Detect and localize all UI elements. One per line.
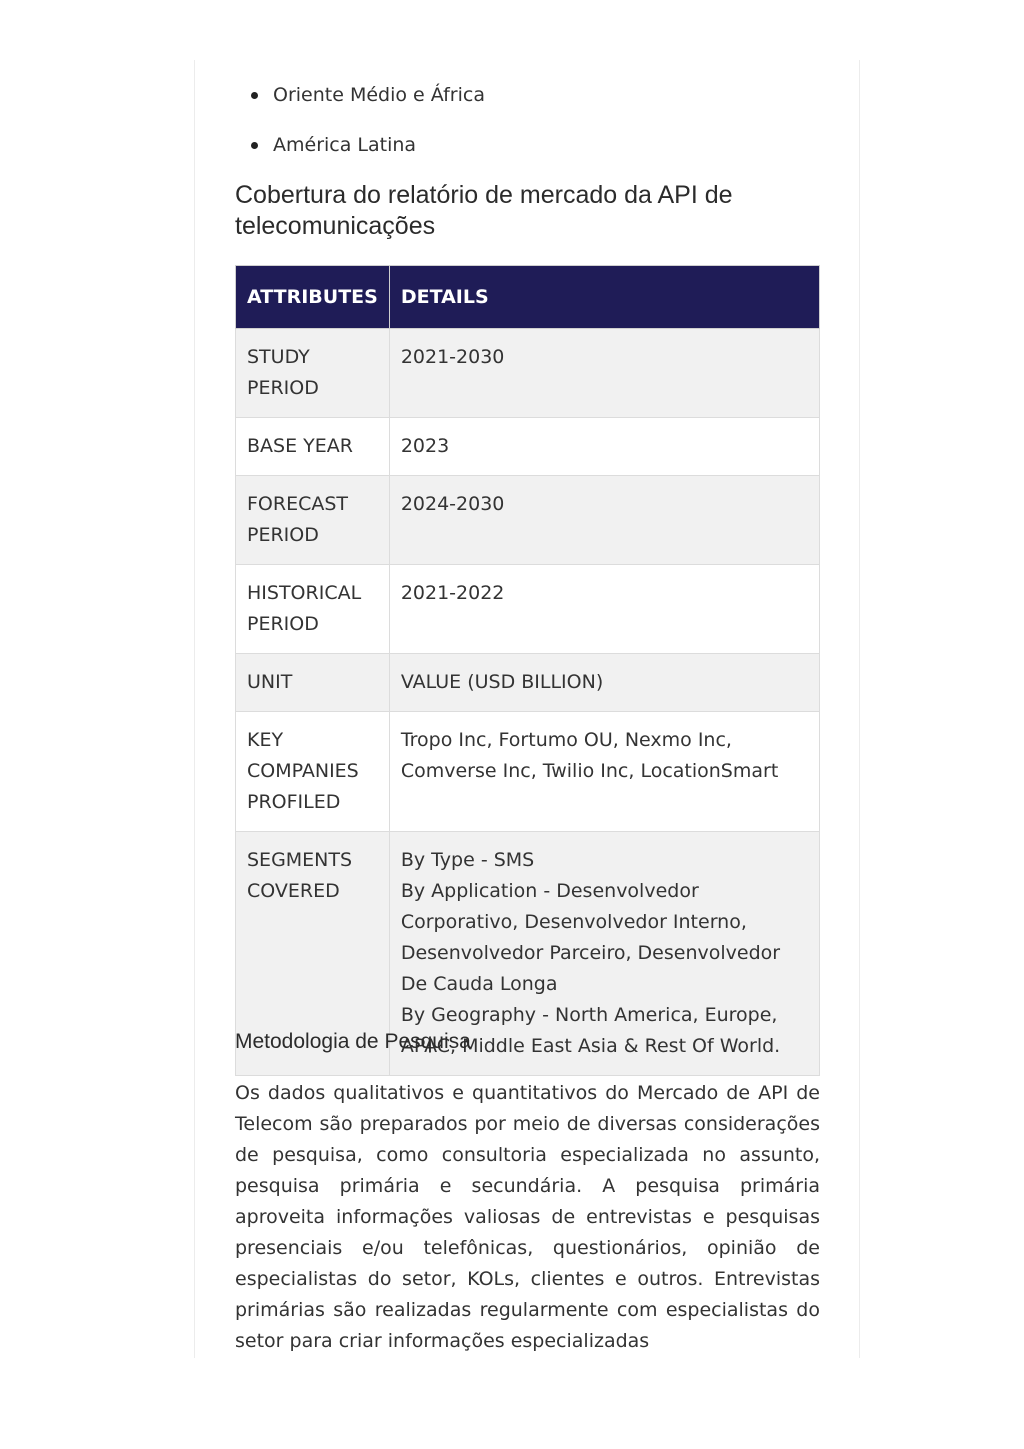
- details-cell: [389, 476, 819, 565]
- details-text: By Application - Desenvolvedor Corporativo, Desenvolvedor Interno, Desenvolvedor Parceiro, Desenvolvedor De Cauda Longa: [400, 880, 781, 995]
- attribute-cell: HISTORICAL PERIOD: [236, 565, 390, 654]
- table-header-row: [236, 266, 820, 329]
- region-label: Oriente Médio e África: [273, 84, 485, 106]
- table-row: [236, 565, 820, 654]
- details-text: By Geography - North America, Europe, APAC, Middle East Asia & Rest Of World.: [400, 1004, 781, 1057]
- details-cell: [389, 418, 819, 476]
- details-text: 2024-2030: [400, 493, 505, 515]
- details-text: 2023: [400, 435, 450, 457]
- details-text: 2021-2022: [400, 582, 505, 604]
- details-text: Tropo Inc, Fortumo OU, Nexmo Inc, Comverse Inc, Twilio Inc, LocationSmart: [400, 729, 779, 782]
- list-item: [235, 130, 485, 180]
- bullet-icon: [251, 92, 258, 99]
- table-row: [236, 329, 820, 418]
- coverage-heading: Cobertura do relatório de mercado da API de telecomunicações: [235, 181, 733, 240]
- details-text: VALUE (USD BILLION): [400, 671, 604, 693]
- details-text: 2021-2030: [400, 346, 505, 368]
- attributes-header: ATTRIBUTES: [236, 266, 390, 329]
- list-item: [235, 80, 485, 130]
- details-cell: [389, 565, 819, 654]
- details-text: By Type - SMS: [400, 849, 535, 871]
- details-cell: [389, 712, 819, 832]
- table-row: [236, 418, 820, 476]
- table-row: [236, 476, 820, 565]
- methodology-paragraph: Os dados qualitativos e quantitativos do Mercado de API de Telecom são preparados por meio de diversas considerações de pesquisa, como consultoria especializada no assunto, pesquisa primária e secundária. A pesquisa primária aproveita informações valiosas de entrevistas e pesquisas presenciais e/ou telefônicas, questionários, opinião de especialistas do setor, KOLs, clientes e outros. Entrevistas primárias são realizadas regularmente com especialistas do setor para criar informações especializadas: [235, 1082, 820, 1352]
- bullet-icon: [251, 142, 258, 149]
- table-row: [236, 654, 820, 712]
- attribute-cell: UNIT: [236, 654, 390, 712]
- attribute-cell: KEY COMPANIES PROFILED: [236, 712, 390, 832]
- attribute-cell: FORECAST PERIOD: [236, 476, 390, 565]
- attribute-cell: SEGMENTS COVERED: [236, 832, 390, 1076]
- document-page: [194, 60, 860, 1358]
- report-coverage-table: [235, 265, 820, 1076]
- table-row: [236, 712, 820, 832]
- attribute-cell: BASE YEAR: [236, 418, 390, 476]
- details-cell: [389, 329, 819, 418]
- region-label: América Latina: [273, 134, 417, 156]
- methodology-heading: Metodologia de Pesquisa: [235, 1030, 471, 1053]
- details-header: DETAILS: [389, 266, 819, 329]
- details-cell: [389, 654, 819, 712]
- attribute-cell: STUDY PERIOD: [236, 329, 390, 418]
- region-list: [235, 80, 485, 180]
